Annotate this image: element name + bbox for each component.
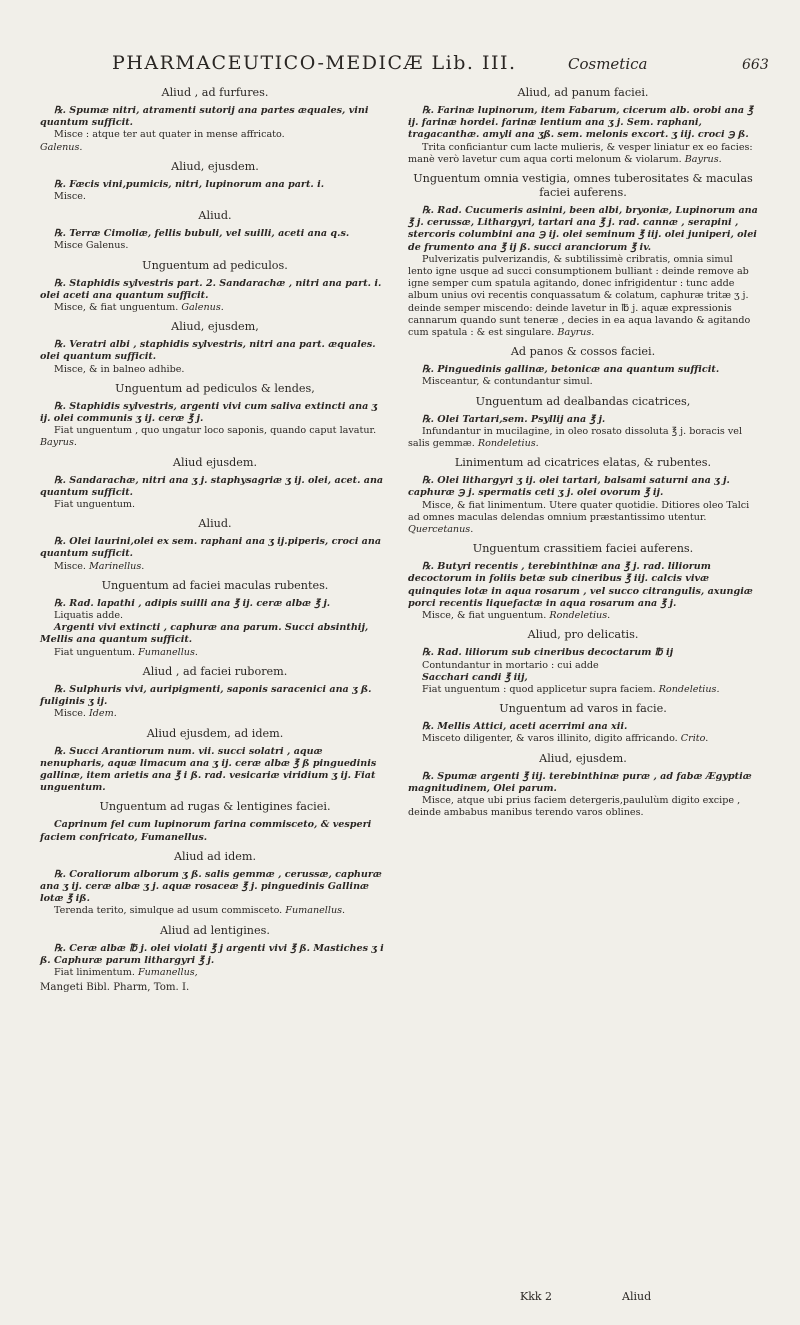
recipe-ingredients: ℞. Olei lithargyri ʒ ij. olei tartari, balsami saturni ana ʒ j. caphuræ ℈ j. spermatis ceti ʒ j. olei ovorum ℥ ij. xyxy=(408,475,730,499)
page-number: 663 xyxy=(742,57,769,73)
recipe-instruction xyxy=(40,561,390,573)
recipe-ingredients: ℞. Pinguedinis gallinæ, betonicæ ana quantum sufficit. xyxy=(422,364,720,376)
recipe-heading: Unguentum omnia vestigia, omnes tuberositates & maculas faciei auferens. xyxy=(413,172,753,200)
recipe-instruction xyxy=(408,500,758,537)
recipe-instruction: Misceantur, & contundantur simul. xyxy=(422,376,593,388)
recipe-heading: Aliud, ejusdem. xyxy=(539,751,627,765)
instruction-text: Infundantur in mucilagine, in oleo rosato dissoluta ℥ j. boracis vel salis gemmæ. xyxy=(408,425,743,450)
ingredients-text: Caprinum fel cum lupinorum farina commisceto, & vesperi faciem confricato, xyxy=(40,819,372,843)
instruction-text: Fiat linimentum. xyxy=(54,966,135,978)
left-column xyxy=(40,80,390,995)
recipe-heading: Unguentum ad dealbandas cicatrices, xyxy=(475,394,691,408)
recipe-instruction xyxy=(40,708,390,720)
recipe-author: Marinellus. xyxy=(88,560,145,572)
recipe-heading: Unguentum ad varos in facie. xyxy=(499,702,667,716)
recipe-instruction xyxy=(408,684,758,696)
recipe-heading: Aliud ad idem. xyxy=(173,849,257,863)
recipe-instruction xyxy=(408,733,758,745)
recipe-instruction xyxy=(40,647,390,659)
recipe-instruction: Misce : atque ter aut quater in mense affricato. xyxy=(54,129,285,141)
recipe-author: Bayrus. xyxy=(40,437,77,449)
catchword: Aliud xyxy=(622,1290,652,1303)
recipe-author: Fumanellus. xyxy=(138,646,198,658)
recipe-heading: Unguentum crassitiem faciei auferens. xyxy=(472,542,694,556)
recipe-ingredients: ℞. Fæcis vini,pumicis, nitri, lupinorum ana part. i. xyxy=(54,178,325,190)
instruction-text: Misce, & fiat linimentum. Utere quater quotidie. Ditiores oleo Talci ad omnes maculas delendas omnium præstantissimo utentur. xyxy=(408,499,750,523)
recipe-author: Idem. xyxy=(88,708,117,720)
recipe-instruction xyxy=(408,426,758,450)
recipe-ingredients: ℞. Coraliorum alborum ʒ ß. salis gemmæ , cerussæ, caphuræ ana ʒ ij. ceræ albæ ʒ j. aquæ rosaceæ ℥ j. pinguedinis Gallinæ lotæ ℥ iß. xyxy=(40,868,382,905)
recipe-author: Fumanellus. xyxy=(141,831,208,843)
recipe-author: Galenus. xyxy=(40,141,83,153)
recipe-ingredients: ℞. Spumæ argenti ℥ iij. terebinthinæ puræ , ad fabæ Ægyptiæ magnitudinem, Olei parum. xyxy=(408,770,752,794)
recipe-author: Quercetanus. xyxy=(408,524,474,536)
recipe-ingredients: ℞. Spumæ nitri, atramenti sutorij ana partes æquales, vini quantum sufficit. xyxy=(40,105,369,129)
recipe-instruction: Contundantur in mortario : cui adde xyxy=(422,659,599,671)
recipe-ingredients: ℞. Mellis Attici, aceti acerrimi ana xii. xyxy=(422,721,628,733)
recipe-heading: Aliud , ad furfures. xyxy=(161,86,269,99)
gathering-signature: Kkk 2 xyxy=(520,1290,553,1303)
recipe-ingredients: ℞. Butyri recentis , terebinthinæ ana ℥ j. rad. liliorum decoctorum in foliis betæ sub cineribus ℥ iij. calcis vivæ quinquies lotæ in aqua rosarum , vel succo citrangulis, axungiæ porci recentis liquefactæ in aqua rosarum ana ℥ j. xyxy=(408,561,753,609)
instruction-text: Trita conficiantur cum lacte mulieris, & vesper liniatur ex eo facies: manè verò lavetur cum aqua corti melonum & violarum. xyxy=(408,141,753,165)
recipe-author: Galenus. xyxy=(181,302,224,314)
recipe-heading: Aliud ejusdem. xyxy=(172,455,258,469)
running-section: Cosmetica xyxy=(568,55,648,73)
recipe-ingredients: ℞. Rad. Cucumeris asinini, been albi, bryoniæ, Lupinorum ana ℥ j. cerussæ, Lithargyri, tartari ana ℥ j. rad. cannæ , serapini , stercoris columbini ana ℈ ij. olei seminum ℥ iij. olei juniperi, olei de frumento ana ℥ ij ß. succi aranciorum ℥ iv. xyxy=(408,205,758,253)
recipe-heading: Linimentum ad cicatrices elatas, & rubentes. xyxy=(454,456,712,470)
recipe-ingredients: ℞. Sulphuris vivi, auripigmenti, saponis saracenici ana ʒ ß. fuliginis ʒ ij. xyxy=(40,683,372,708)
recipe-ingredients: ℞. Terræ Cimoliæ, fellis bubuli, vel suilli, aceti ana q.s. xyxy=(54,228,350,240)
instruction-text: Fiat unguentum. xyxy=(54,646,136,658)
recipe-ingredients: ℞. Ceræ albæ ℔ j. olei violati ℥ j argenti vivi ℥ ß. Mastiches ʒ i ß. Caphuræ parum lithargyri ℥ j. xyxy=(40,942,384,966)
recipe-author: Fumanellus. xyxy=(285,905,346,917)
recipe-ingredients xyxy=(40,819,390,843)
recipe-heading: Unguentum ad pediculos. xyxy=(142,258,288,272)
recipe-author: Rondeletius. xyxy=(477,438,539,450)
recipe-ingredients: ℞. Staphidis sylvestris part. 2. Sandarachæ , nitri ana part. i. olei aceti ana quantum sufficit. xyxy=(40,277,382,301)
recipe-heading: Aliud. xyxy=(198,209,232,223)
recipe-instruction xyxy=(40,425,390,449)
instruction-text: Misceto diligenter, & varos illinito, digito affricando. xyxy=(422,733,678,745)
recipe-instruction: Misce, & in balneo adhibe. xyxy=(54,363,185,375)
recipe-ingredients: Sacchari candi ℥ iij, xyxy=(422,671,528,683)
recipe-heading: Ad panos & cossos faciei. xyxy=(510,345,656,359)
recipe-heading: Unguentum ad rugas & lentigines faciei. xyxy=(99,800,331,814)
recipe-author: Bayrus. xyxy=(684,153,722,165)
recipe-ingredients: ℞. Farinæ lupinorum, item Fabarum, cicerum alb. orobi ana ℥ ij. farinæ hordei. farinæ lentium ana ʒ j. Sem. raphani, tragacanthæ. amyli ana ʒß. sem. melonis excort. ʒ iij. croci ℈ ß. xyxy=(408,105,753,141)
instruction-text: Fiat unguentum , quo ungatur loco saponis, quando caput lavatur. xyxy=(54,425,377,437)
recipe-instruction xyxy=(40,302,390,314)
recipe-author: Fumanellus, xyxy=(137,966,198,978)
running-title: PHARMACEUTICO-MEDICÆ Lib. III. xyxy=(112,52,517,74)
instruction-text: Misce. xyxy=(54,560,86,572)
recipe-instruction xyxy=(40,905,390,917)
recipe-instruction: Misce, atque ubi prius faciem detergeris,paululùm digito excipe , deinde ambabus manibus terendo varos oblines. xyxy=(408,794,741,819)
recipe-heading: Unguentum ad faciei maculas rubentes. xyxy=(101,578,329,592)
recipe-heading: Unguentum ad pediculos & lendes, xyxy=(115,381,315,395)
recipe-ingredients: ℞. Sandarachæ, nitri ana ʒ j. staphysagriæ ʒ ij. olei, acet. ana quantum sufficit. xyxy=(40,474,384,498)
recipe-ingredients: ℞. Succi Arantiorum num. vii. succi solatri , aquæ nenupharis, aquæ limacum ana ʒ ij. ceræ albæ ℥ ß pinguedinis gallinæ, item arietis ana ℥ i ß. rad. vesicariæ viridium ʒ ij. Fiat unguentum. xyxy=(40,745,377,794)
recipe-instruction xyxy=(40,967,390,979)
recipe-heading: Aliud, ejusdem, xyxy=(171,320,259,334)
instruction-text: Pulverizatis pulverizandis, & subtilissimè cribratis, omnia simul lento igne usque ad succi consumptionem bulliant : deinde remove ab igne semper cum spatula agitando, donec infrigidentur : tunc adde album unius ovi recentis conquassatum & colatum, caphuræ tritæ ʒ j. deinde semper miscendo: deinde lavetur in ℔ j. aquæ expressionis cannarum quando sunt teneræ , decies in ea aqua lavando & agitando cum spatula : & est singulare. xyxy=(408,253,751,339)
instruction-text: Terenda terito, simulque ad usum commisceto. xyxy=(54,905,283,917)
recipe-heading: Aliud. xyxy=(198,517,232,531)
recipe-ingredients: ℞. Rad. lapathi , adipis suilli ana ℥ ij. ceræ albæ ℥ j. xyxy=(54,597,331,609)
recipe-instruction xyxy=(408,254,758,339)
recipe-heading: Aliud , ad faciei ruborem. xyxy=(142,664,288,678)
recipe-ingredients: ℞. Staphidis sylvestris, argenti vivi cum saliva extincti ana ʒ ij. olei communis ʒ ij. ceræ ℥ j. xyxy=(40,400,378,425)
recipe-author: Crito. xyxy=(680,733,709,745)
right-column xyxy=(408,80,758,819)
recipe-author: Rondeletius. xyxy=(658,683,720,695)
printer-signature: Mangeti Bibl. Pharm, Tom. I. xyxy=(40,982,190,994)
instruction-text: Fiat unguentum : quod applicetur supra faciem. xyxy=(422,683,656,695)
recipe-heading: Aliud, ejusdem. xyxy=(171,159,259,173)
instruction-text: Misce. xyxy=(54,708,86,720)
recipe-heading: Aliud ad lentigines. xyxy=(160,923,270,937)
instruction-text: Misce, & fiat unguentum. xyxy=(54,302,179,314)
recipe-heading: Aliud, pro delicatis. xyxy=(527,628,639,642)
recipe-ingredients: ℞. Veratri albi , staphidis sylvestris, nitri ana part. æquales. olei quantum sufficit. xyxy=(40,339,376,363)
recipe-instruction: Misce Galenus. xyxy=(54,240,129,252)
recipe-instruction: Fiat unguentum. xyxy=(54,499,136,511)
instruction-text: Misce, & fiat unguentum. xyxy=(422,610,547,622)
recipe-instruction: Liquatis adde. xyxy=(54,610,124,622)
recipe-ingredients: ℞. Rad. liliorum sub cineribus decoctarum ℔ ij xyxy=(422,647,674,659)
recipe-ingredients: ℞. Olei laurini,olei ex sem. raphani ana ʒ ij.piperis, croci ana quantum sufficit. xyxy=(40,536,382,560)
recipe-ingredients: Argenti vivi extincti , caphuræ ana parum. Succi absinthij, Mellis ana quantum sufficit. xyxy=(40,622,369,646)
recipe-instruction: Misce. xyxy=(54,191,86,203)
recipe-heading: Aliud ejusdem, ad idem. xyxy=(146,726,284,740)
recipe-heading: Aliud, ad panum faciei. xyxy=(517,86,649,99)
recipe-ingredients: ℞. Olei Tartari,sem. Psyllij ana ℥ j. xyxy=(422,413,606,425)
recipe-author: Bayrus. xyxy=(557,327,595,339)
recipe-instruction xyxy=(408,610,758,622)
recipe-instruction xyxy=(408,142,758,166)
recipe-author: Rondeletius. xyxy=(549,610,611,622)
